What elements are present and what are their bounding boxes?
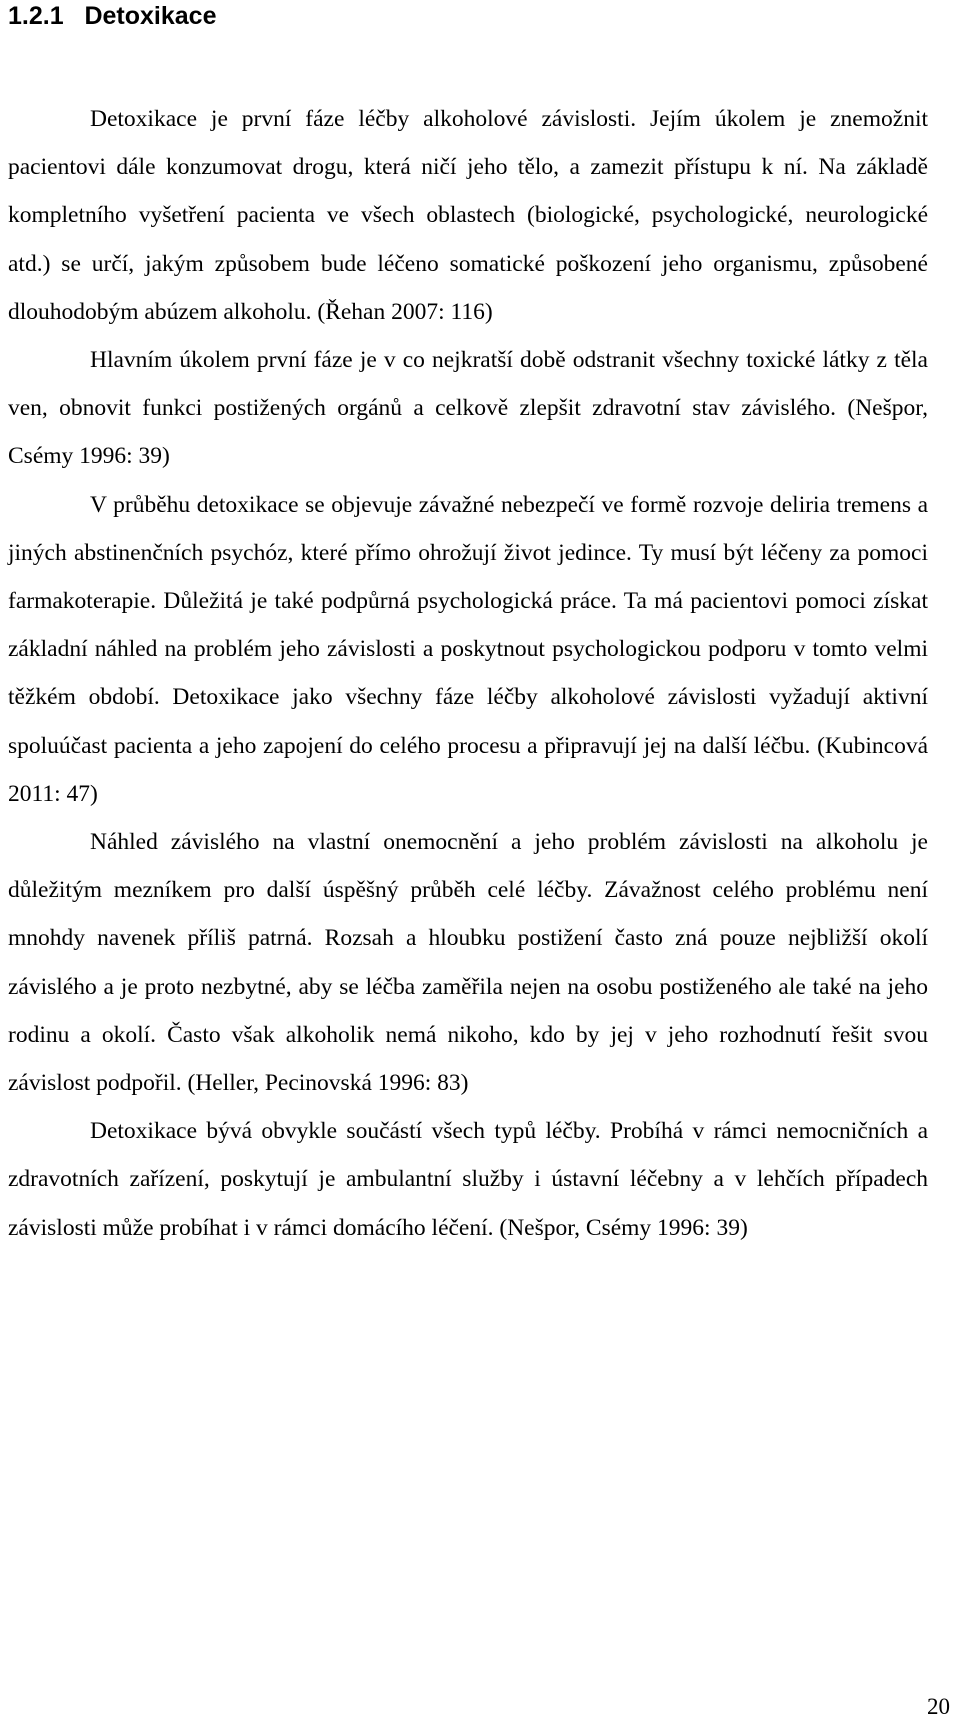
section-heading bbox=[8, 0, 216, 32]
paragraph: Hlavním úkolem první fáze je v co nejkratší době odstranit všechny toxické látky z těla ven, obnovit funkci postižených orgánů a celkově zlepšit zdravotní stav závislého. (Nešpor, Csémy 1996: 39) bbox=[8, 347, 928, 470]
section-number: 1.2.1 bbox=[8, 2, 64, 30]
paragraph: Detoxikace bývá obvykle součástí všech typů léčby. Probíhá v rámci nemocničních a zdravotních zařízení, poskytují je ambulantní služby i ústavní léčebny a v lehčích případech závislosti může probíhat i v rámci domácího léčení. (Nešpor, Csémy 1996: 39) bbox=[8, 1118, 928, 1241]
page-number: 20 bbox=[927, 1694, 950, 1719]
paragraph: Detoxikace je první fáze léčby alkoholové závislosti. Jejím úkolem je znemožnit pacientovi dále konzumovat drogu, která ničí jeho tělo, a zamezit přístupu k ní. Na základě kompletního vyšetření pacienta ve všech oblastech (biologické, psychologické, neurologické atd.) se určí, jakým způsobem bude léčeno somatické poškození jeho organismu, způsobené dlouhodobým abúzem alkoholu. (Řehan 2007: 116) bbox=[8, 106, 928, 325]
paragraph: Náhled závislého na vlastní onemocnění a jeho problém závislosti na alkoholu je důležitým mezníkem pro další úspěšný průběh celé léčby. Závažnost celého problému není mnohdy navenek příliš patrná. Rozsah a hloubku postižení často zná pouze nejbližší okolí závislého a je proto nezbytné, aby se léčba zaměřila nejen na osobu postiženého ale také na jeho rodinu a okolí. Často však alkoholik nemá nikoho, kdo by jej v jeho rozhodnutí řešit svou závislost podpořil. (Heller, Pecinovská 1996: 83) bbox=[8, 829, 928, 1097]
body-text bbox=[8, 95, 928, 1252]
paragraph: V průběhu detoxikace se objevuje závažné nebezpečí ve formě rozvoje deliria tremens a jiných abstinenčních psychóz, které přímo ohrožují život jedince. Ty musí být léčeny za pomoci farmakoterapie. Důležitá je také podpůrná psychologická práce. Ta má pacientovi pomoci získat základní náhled na problém jeho závislosti a poskytnout psychologickou podporu v tomto velmi těžkém období. Detoxikace jako všechny fáze léčby alkoholové závislosti vyžadují aktivní spoluúčast pacienta a jeho zapojení do celého procesu a připravují jej na další léčbu. (Kubincová 2011: 47) bbox=[8, 491, 928, 807]
section-title: Detoxikace bbox=[84, 2, 217, 30]
